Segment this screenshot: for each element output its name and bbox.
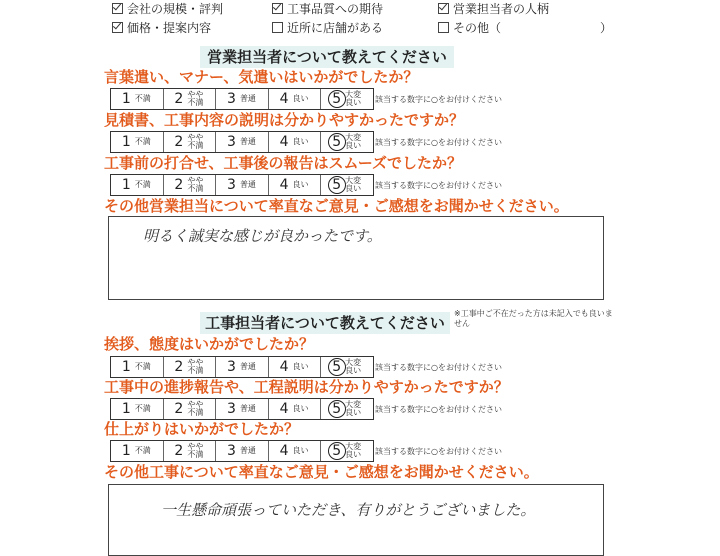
rating-number: 3 xyxy=(227,177,236,193)
checkbox-icon xyxy=(272,3,283,14)
construction-comment-box[interactable] xyxy=(108,484,604,556)
rating-option-3[interactable] xyxy=(216,132,269,152)
rating-number: 1 xyxy=(121,359,131,375)
scale-hint: 該当する数字に○をお付けください xyxy=(375,181,502,190)
rating-label: やや不満 xyxy=(187,442,204,459)
scale-hint: 該当する数字に○をお付けください xyxy=(375,95,502,104)
rating-number: 5 xyxy=(332,177,342,193)
checkbox-price[interactable]: 価格・提案内容 xyxy=(112,19,211,37)
rating-label: 不満 xyxy=(134,362,151,371)
rating-number: 1 xyxy=(121,91,131,107)
rating-number: 2 xyxy=(174,134,184,150)
rating-number: 4 xyxy=(279,443,289,459)
checkbox-icon xyxy=(438,3,449,14)
rating-option-2[interactable] xyxy=(164,399,217,419)
rating-number: 5 xyxy=(332,91,342,107)
rating-number: 3 xyxy=(227,91,236,107)
construction-section-title: 工事担当者について教えてください xyxy=(200,312,450,334)
rating-number: 2 xyxy=(174,91,184,107)
rating-label: 普通 xyxy=(239,180,256,189)
rating-number: 3 xyxy=(227,401,236,417)
rating-label: やや不満 xyxy=(187,358,204,375)
rating-label: 不満 xyxy=(134,180,151,189)
rating-option-2[interactable] xyxy=(164,441,217,461)
sales-question-2: 見積書、工事内容の説明は分かりやすかったですか？ xyxy=(104,111,465,129)
rating-option-5[interactable] xyxy=(321,357,373,377)
rating-option-2[interactable] xyxy=(164,89,217,109)
rating-label: 普通 xyxy=(239,446,256,455)
checkbox-company-scale[interactable]: 会社の規模・評判 xyxy=(112,0,223,18)
construction-question-3: 仕上がりはいかがでしたか？ xyxy=(104,420,300,438)
rating-number: 1 xyxy=(121,134,131,150)
rating-label: 良い xyxy=(292,137,309,146)
rating-number: 4 xyxy=(279,359,289,375)
sales-comment-prompt: その他営業担当について率直なご意見・ご感想をお聞かせください。 xyxy=(104,197,569,215)
rating-number: 1 xyxy=(121,443,131,459)
rating-label: 不満 xyxy=(134,404,151,413)
rating-label: 良い xyxy=(292,362,309,371)
rating-scale[interactable] xyxy=(110,398,374,420)
rating-number: 3 xyxy=(227,359,236,375)
rating-label: 普通 xyxy=(239,362,256,371)
checkbox-icon xyxy=(112,22,123,33)
rating-label: やや不満 xyxy=(187,133,204,150)
checkbox-quality[interactable]: 工事品質への期待 xyxy=(272,0,383,18)
rating-option-1[interactable] xyxy=(111,399,164,419)
rating-number: 2 xyxy=(174,359,184,375)
rating-option-5[interactable] xyxy=(321,132,373,152)
rating-number: 2 xyxy=(174,177,184,193)
rating-option-1[interactable] xyxy=(111,89,164,109)
rating-number: 4 xyxy=(279,134,289,150)
rating-label: 普通 xyxy=(239,94,256,103)
rating-label: 大変良い xyxy=(345,442,362,459)
checkbox-other[interactable]: その他（ xyxy=(438,19,501,37)
sales-comment-box[interactable] xyxy=(108,216,604,300)
rating-number: 5 xyxy=(332,134,342,150)
rating-option-2[interactable] xyxy=(164,357,217,377)
rating-option-2[interactable] xyxy=(164,175,217,195)
rating-label: 不満 xyxy=(134,137,151,146)
rating-number: 3 xyxy=(227,443,236,459)
rating-option-4[interactable] xyxy=(269,89,322,109)
checkbox-row-2 xyxy=(112,19,672,37)
sales-section-title: 営業担当者について教えてください xyxy=(200,46,454,68)
rating-label: 良い xyxy=(292,180,309,189)
rating-option-2[interactable] xyxy=(164,132,217,152)
checkbox-sales-person[interactable]: 営業担当者の人柄 xyxy=(438,0,549,18)
rating-option-3[interactable] xyxy=(216,441,269,461)
rating-label: 普通 xyxy=(239,137,256,146)
rating-option-1[interactable] xyxy=(111,441,164,461)
construction-question-1: 挨拶、態度はいかがでしたか？ xyxy=(104,335,315,353)
rating-scale[interactable] xyxy=(110,356,374,378)
rating-number: 3 xyxy=(227,134,236,150)
rating-option-1[interactable] xyxy=(111,132,164,152)
rating-option-4[interactable] xyxy=(269,441,322,461)
rating-label: 良い xyxy=(292,94,309,103)
rating-option-3[interactable] xyxy=(216,89,269,109)
rating-option-5[interactable] xyxy=(321,175,373,195)
scale-hint: 該当する数字に○をお付けください xyxy=(375,405,502,414)
rating-number: 4 xyxy=(279,177,289,193)
rating-label: 普通 xyxy=(239,404,256,413)
rating-option-3[interactable] xyxy=(216,175,269,195)
scale-hint: 該当する数字に○をお付けください xyxy=(375,138,502,147)
rating-option-4[interactable] xyxy=(269,175,322,195)
sales-question-3: 工事前の打合せ、工事後の報告はスムーズでしたか？ xyxy=(104,154,463,172)
rating-label: 良い xyxy=(292,404,309,413)
rating-number: 5 xyxy=(332,401,342,417)
rating-option-3[interactable] xyxy=(216,399,269,419)
rating-scale[interactable] xyxy=(110,440,374,462)
rating-scale[interactable] xyxy=(110,131,374,153)
rating-label: 大変良い xyxy=(345,176,362,193)
rating-number: 1 xyxy=(121,401,131,417)
rating-number: 2 xyxy=(174,443,184,459)
rating-option-4[interactable] xyxy=(269,132,322,152)
rating-option-5[interactable] xyxy=(321,441,373,461)
rating-label: 大変良い xyxy=(345,90,362,107)
rating-label: 大変良い xyxy=(345,133,362,150)
checkbox-icon xyxy=(112,3,123,14)
rating-label: やや不満 xyxy=(187,176,204,193)
scale-hint: 該当する数字に○をお付けください xyxy=(375,363,502,372)
rating-number: 2 xyxy=(174,401,184,417)
rating-label: 大変良い xyxy=(345,400,362,417)
rating-option-4[interactable] xyxy=(269,399,322,419)
construction-comment-prompt: その他工事について率直なご意見・ご感想をお聞かせください。 xyxy=(104,463,539,481)
rating-label: 不満 xyxy=(134,446,151,455)
sales-question-1: 言葉遣い、マナー、気遣いはいかがでしたか？ xyxy=(104,68,419,86)
checkbox-row-1 xyxy=(112,0,672,18)
sales-comment-text: 明るく誠実な感じが良かったです。 xyxy=(143,227,382,245)
scale-hint: 該当する数字に○をお付けください xyxy=(375,447,502,456)
rating-number: 5 xyxy=(332,359,342,375)
rating-number: 4 xyxy=(279,401,289,417)
rating-option-3[interactable] xyxy=(216,357,269,377)
rating-option-4[interactable] xyxy=(269,357,322,377)
rating-label: 良い xyxy=(292,446,309,455)
rating-label: やや不満 xyxy=(187,400,204,417)
rating-option-1[interactable] xyxy=(111,175,164,195)
rating-number: 5 xyxy=(332,443,342,459)
construction-note: ※工事中ご不在だった方は未記入でも良いません xyxy=(454,309,613,328)
rating-scale[interactable] xyxy=(110,174,374,196)
checkbox-icon xyxy=(272,22,283,33)
construction-comment-text: 一生懸命頑張っていただき、有りがとうございました。 xyxy=(161,501,536,519)
rating-number: 1 xyxy=(121,177,131,193)
rating-scale[interactable] xyxy=(110,88,374,110)
checkbox-nearby-store[interactable]: 近所に店舗がある xyxy=(272,19,383,37)
other-close-paren: ） xyxy=(600,21,613,35)
checkbox-icon xyxy=(438,22,449,33)
rating-label: 大変良い xyxy=(345,358,362,375)
construction-question-2: 工事中の進捗報告や、工程説明は分かりやすかったですか？ xyxy=(104,378,509,396)
rating-number: 4 xyxy=(279,91,289,107)
rating-option-1[interactable] xyxy=(111,357,164,377)
rating-option-5[interactable] xyxy=(321,89,373,109)
rating-label: 不満 xyxy=(134,94,151,103)
rating-option-5[interactable] xyxy=(321,399,373,419)
rating-label: やや不満 xyxy=(187,90,204,107)
